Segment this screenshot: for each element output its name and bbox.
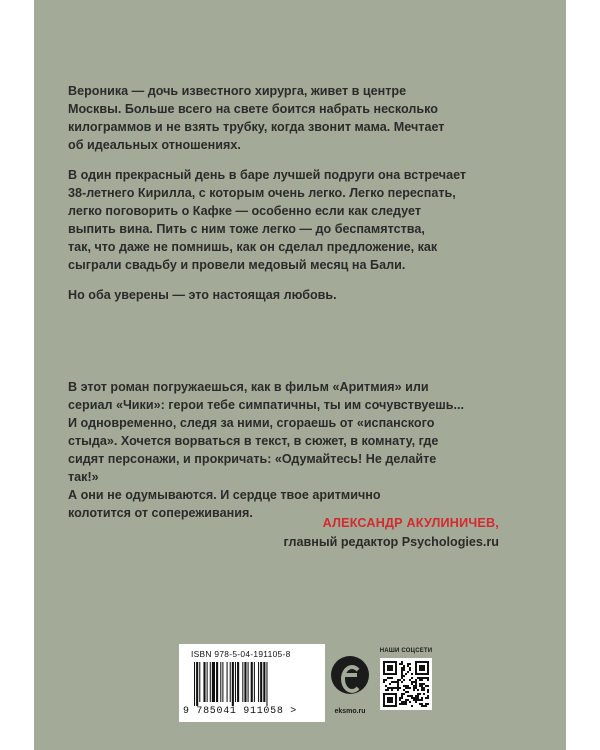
review-quote bbox=[68, 378, 468, 534]
synopsis-paragraph: В один прекрасный день в баре лучшей подруги она встречает 38-летнего Кирилла, с которым очень легко. Легко переспать, легко поговорить о Кафке — особенно если как следует выпить вина. Пить с ним тоже легко — до беспамятства, так, что даже не помнишь, как он сделал предложение, как сыграли свадьбу и провели медовый месяц на Бали. bbox=[68, 168, 467, 272]
synopsis-block bbox=[68, 82, 468, 316]
review-text: В этот роман погружаешься, как в фильм «Аритмия» или сериал «Чики»: герои тебе симпатичны, ты им сочувствуешь... И одновременно, следя за ними, сгораешь от «испанского стыда». Хочется ворваться в текст, в сюжет, в комнату, где сидят персонажи, и прокричать: «Одумайтесь! Не делайте так!» А они не одумываются. И сердце твое аритмично колотится от сопереживания. bbox=[68, 380, 464, 520]
barcode-icon bbox=[193, 662, 311, 706]
isbn-barcode bbox=[179, 644, 325, 722]
review-author: АЛЕКСАНДР АКУЛИНИЧЕВ, bbox=[322, 516, 499, 530]
social-label: НАШИ СОЦСЕТИ bbox=[379, 648, 433, 654]
publisher-logo bbox=[326, 650, 374, 724]
barcode-digits: 9 785041 911058 > bbox=[183, 706, 297, 717]
publisher-url: eksmo.ru bbox=[334, 708, 366, 715]
isbn-number: ISBN 978-5-04-191105-8 bbox=[191, 649, 291, 659]
eksmo-logo-icon bbox=[331, 656, 369, 694]
qr-code-icon bbox=[380, 658, 432, 710]
social-networks bbox=[376, 648, 436, 728]
review-author-role: главный редактор Psychologies.ru bbox=[283, 535, 499, 549]
synopsis-paragraph: Вероника — дочь известного хирурга, живет в центре Москвы. Больше всего на свете боится набрать несколько килограммов и не взять трубку, когда звонит мама. Мечтает об идеальных отношениях. bbox=[68, 84, 445, 152]
synopsis-paragraph: Но оба уверены — это настоящая любовь. bbox=[68, 288, 337, 302]
